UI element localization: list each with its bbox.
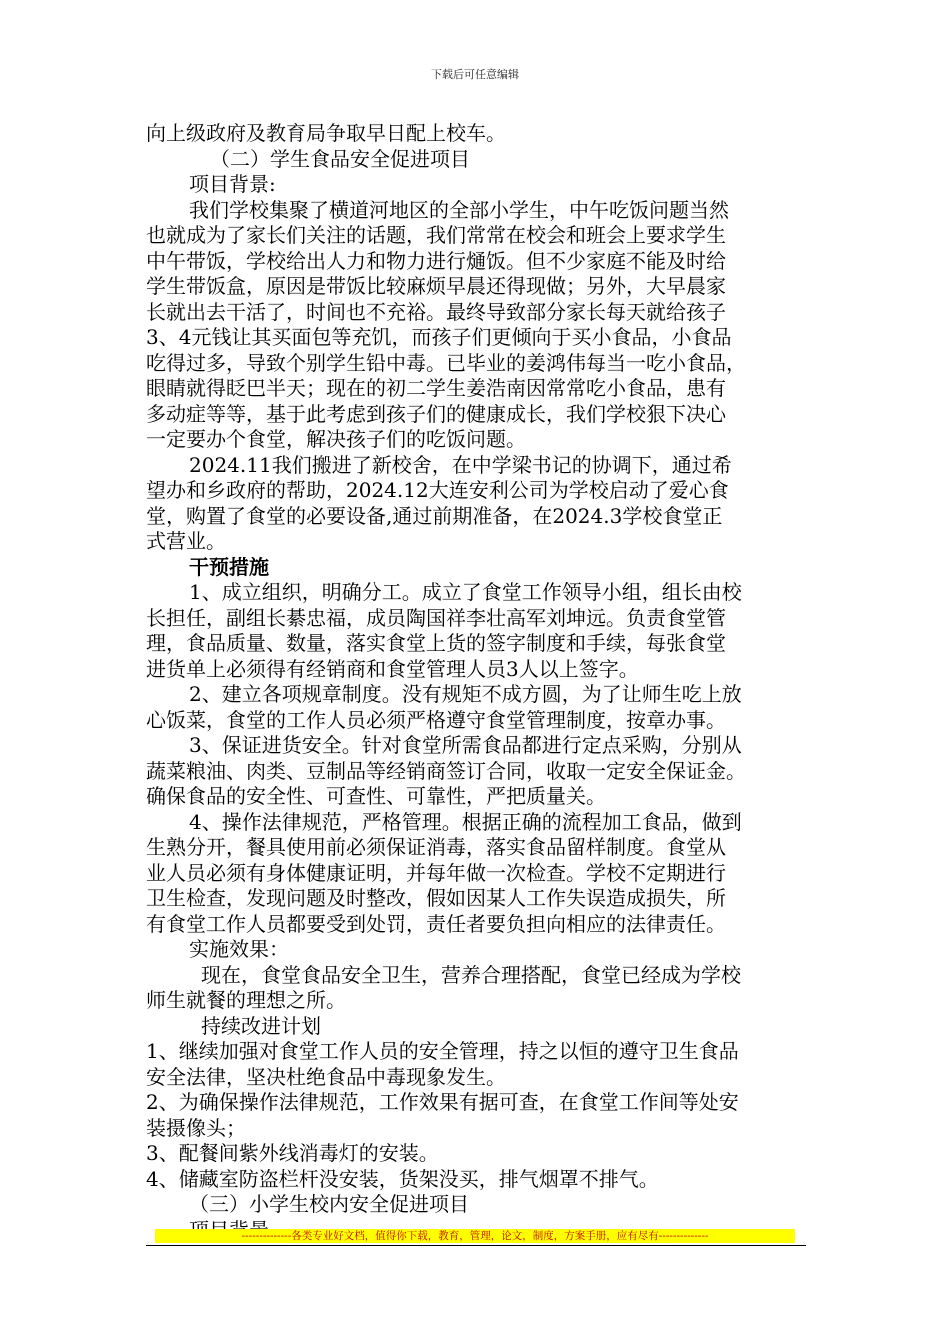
text-line: 2024.11我们搬进了新校舍，在中学梁书记的协调下，通过希 bbox=[189, 452, 732, 477]
text-line: 2、建立各项规章制度。没有规矩不成方圆，为了让师生吃上放 bbox=[189, 682, 742, 706]
footer-banner: --------------各类专业好文档，值得你下载，教育，管理，论文，制度，方案手册，应有尽有-------------- bbox=[155, 1229, 795, 1243]
text-line: 实施效果： bbox=[189, 937, 289, 961]
text-line: 中午带饭，学校给出人力和物力进行熥饭。但不少家庭不能及时给 bbox=[146, 248, 726, 273]
document-body bbox=[146, 121, 814, 1243]
text-line: 师生就餐的理想之所。 bbox=[146, 988, 346, 1012]
text-line: 安全法律，坚决杜绝食品中毒现象发生。 bbox=[146, 1064, 506, 1089]
text-line: 长就出去干活了，时间也不充裕。最终导致部分家长每天就给孩子 bbox=[146, 299, 726, 324]
text-line: 向上级政府及教育局争取早日配上校车。 bbox=[146, 121, 506, 145]
text-line: 3、配餐间紫外线消毒灯的安装。 bbox=[146, 1141, 439, 1165]
page-header: 下载后可任意编辑 bbox=[431, 68, 519, 81]
text-line: 装摄像头； bbox=[146, 1115, 246, 1140]
text-line: 也就成为了家长们关注的话题，我们常常在校会和班会上要求学生 bbox=[146, 223, 726, 247]
text-line: 1、成立组织，明确分工。成立了食堂工作领导小组，组长由校 bbox=[189, 580, 742, 604]
text-line: 我们学校集聚了横道河地区的全部小学生，中午吃饭问题当然 bbox=[189, 197, 729, 222]
text-line: 业人员必须有身体健康证明，并每年做一次检查。学校不定期进行 bbox=[146, 860, 726, 885]
text-line: 理，食品质量、数量，落实食堂上货的签字制度和手续，每张食堂 bbox=[146, 631, 726, 655]
text-line: 持续改进计划 bbox=[201, 1013, 321, 1038]
text-line: 眼睛就得眨巴半天；现在的初二学生姜浩南因常常吃小食品，患有 bbox=[146, 376, 726, 400]
text-line: 卫生检查，发现问题及时整改，假如因某人工作失误造成损失，所 bbox=[146, 886, 726, 910]
text-line: 望办和乡政府的帮助，2024.12大连安利公司为学校启动了爱心食 bbox=[146, 478, 729, 502]
text-line: 进货单上必须得有经销商和食堂管理人员3人以上签字。 bbox=[146, 656, 639, 681]
text-line: 式营业。 bbox=[146, 529, 226, 553]
text-line: 有食堂工作人员都要受到处罚，责任者要负担向相应的法律责任。 bbox=[146, 911, 726, 936]
text-line: 3、4元钱让其买面包等充饥，而孩子们更倾向于买小食品，小食品 bbox=[146, 325, 732, 349]
text-line: 学生带饭盒，原因是带饭比较麻烦早晨还得现做；另外，大早晨家 bbox=[146, 274, 726, 298]
text-line: （二）学生食品安全促进项目 bbox=[210, 146, 470, 171]
text-line: 3、保证进货安全。针对食堂所需食品都进行定点采购，分别从 bbox=[189, 733, 742, 757]
text-line: （三）小学生校内安全促进项目 bbox=[189, 1192, 469, 1216]
text-line: 长担任，副组长綦忠福，成员陶国祥李壮高军刘坤远。负责食堂管 bbox=[146, 605, 726, 630]
text-line: 多动症等等，基于此考虑到孩子们的健康成长，我们学校狠下决心 bbox=[146, 401, 726, 426]
text-line: 心饭菜，食堂的工作人员必须严格遵守食堂管理制度，按章办事。 bbox=[146, 707, 726, 732]
text-line: 确保食品的安全性、可查性、可靠性，严把质量关。 bbox=[146, 784, 606, 808]
section-heading: 干预措施 bbox=[189, 554, 269, 579]
text-line: 4、储藏室防盗栏杆没安装，货架没买，排气烟罩不排气。 bbox=[146, 1166, 659, 1191]
text-line: 生熟分开，餐具使用前必须保证消毒，落实食品留样制度。食堂从 bbox=[146, 835, 726, 859]
footer-divider bbox=[146, 1245, 806, 1246]
text-line: 蔬菜粮油、肉类、豆制品等经销商签订合同，收取一定安全保证金。 bbox=[146, 758, 746, 783]
text-line: 1、继续加强对食堂工作人员的安全管理，持之以恒的遵守卫生食品 bbox=[146, 1039, 739, 1063]
text-line: 现在，食堂食品安全卫生，营养合理搭配，食堂已经成为学校 bbox=[201, 962, 741, 987]
text-line: 2、为确保操作法律规范，工作效果有据可查，在食堂工作间等处安 bbox=[146, 1090, 739, 1114]
text-line: 吃得过多，导致个别学生铅中毒。已毕业的姜鸿伟每当一吃小食品， bbox=[146, 350, 746, 375]
text-line: 项目背景: bbox=[189, 172, 276, 196]
text-line: 4、操作法律规范，严格管理。根据正确的流程加工食品，做到 bbox=[189, 809, 742, 834]
text-line: 一定要办个食堂，解决孩子们的吃饭问题。 bbox=[146, 427, 526, 451]
text-line: 堂，购置了食堂的必要设备,通过前期准备，在2024.3学校食堂正 bbox=[146, 503, 723, 528]
